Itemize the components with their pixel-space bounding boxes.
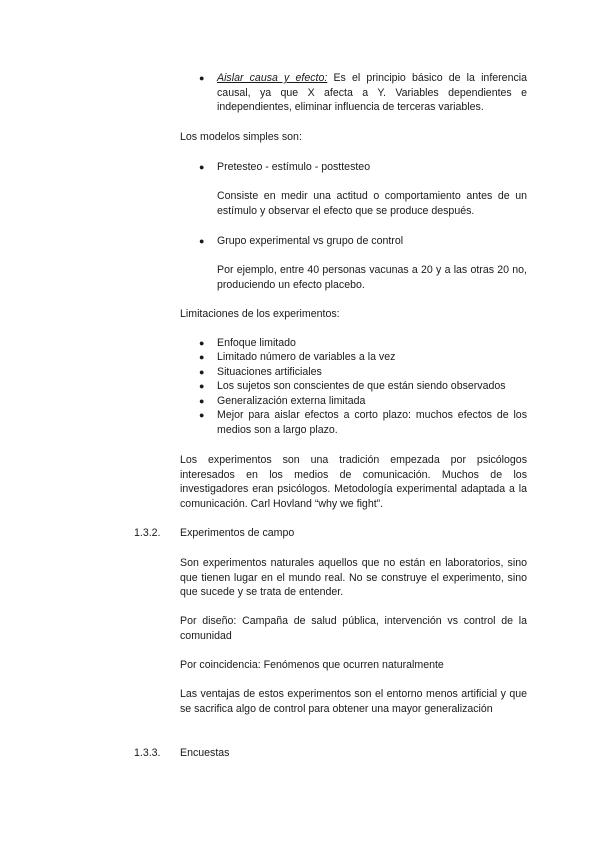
section-paragraph: Son experimentos naturales aquellos que no están en laboratorios, sino que tienen lugar en el mundo real. No se construye el experimento, sino que sucede y se trata de entender. [180, 557, 527, 599]
bullet-dot: ● [199, 352, 205, 362]
limitation-item: Enfoque limitado [217, 337, 296, 349]
section-title: Encuestas [180, 747, 230, 759]
section-number: 1.3.3. [134, 747, 161, 759]
model-title: Grupo experimental vs grupo de control [217, 235, 404, 247]
bullet-dot: ● [199, 236, 205, 246]
bullet-dot: ● [199, 396, 205, 406]
limitation-item: Mejor para aislar efectos a corto plazo: muchos efectos de los medios son a largo plazo. [217, 409, 527, 436]
intro-bullet-label: Aislar causa y efecto: [217, 72, 328, 84]
intro-bullet-text: Es el principio básico de la inferencia causal, ya que X afecta a Y. Variables dependientes e independientes, eliminar influencia de terceras variables. [217, 72, 528, 114]
bullet-dot: ● [199, 367, 205, 377]
bullet-dot: ● [199, 338, 205, 348]
limitation-item: Limitado número de variables a la vez [217, 351, 396, 363]
intro-bullet [217, 71, 527, 115]
limitation-item: Generalización externa limitada [217, 395, 366, 407]
bullet-dot: ● [199, 381, 205, 391]
section-paragraph: Por coincidencia: Fenómenos que ocurren naturalmente [180, 659, 444, 671]
section-paragraph: Las ventajas de estos experimentos son el entorno menos artificial y que se sacrifica algo de control para obtener una mayor generalización [180, 688, 527, 715]
model-description: Por ejemplo, entre 40 personas vacunas a 20 y a las otras 20 no, produciendo un efecto placebo. [217, 264, 527, 291]
bullet-dot: ● [199, 73, 205, 83]
section-number: 1.3.2. [134, 527, 161, 539]
model-description: Consiste en medir una actitud o comportamiento antes de un estímulo y observar el efecto que se produce después. [217, 190, 527, 217]
model-title: Pretesteo - estímulo - posttesteo [217, 161, 371, 173]
tradition-paragraph: Los experimentos son una tradición empezada por psicólogos interesados en los medios de comunicación. Muchos de los investigadores eran psicólogos. Metodología experimental adaptada a la comunicación. Carl Hovland “why we fight”. [180, 454, 527, 510]
limitation-item: Situaciones artificiales [217, 366, 322, 378]
section-title: Experimentos de campo [180, 527, 295, 539]
bullet-dot: ● [199, 410, 205, 420]
models-heading: Los modelos simples son: [180, 131, 302, 143]
limitations-heading: Limitaciones de los experimentos: [180, 308, 340, 320]
limitation-item: Los sujetos son conscientes de que están siendo observados [217, 380, 506, 392]
section-paragraph: Por diseño: Campaña de salud pública, intervención vs control de la comunidad [180, 615, 527, 642]
bullet-dot: ● [199, 162, 205, 172]
